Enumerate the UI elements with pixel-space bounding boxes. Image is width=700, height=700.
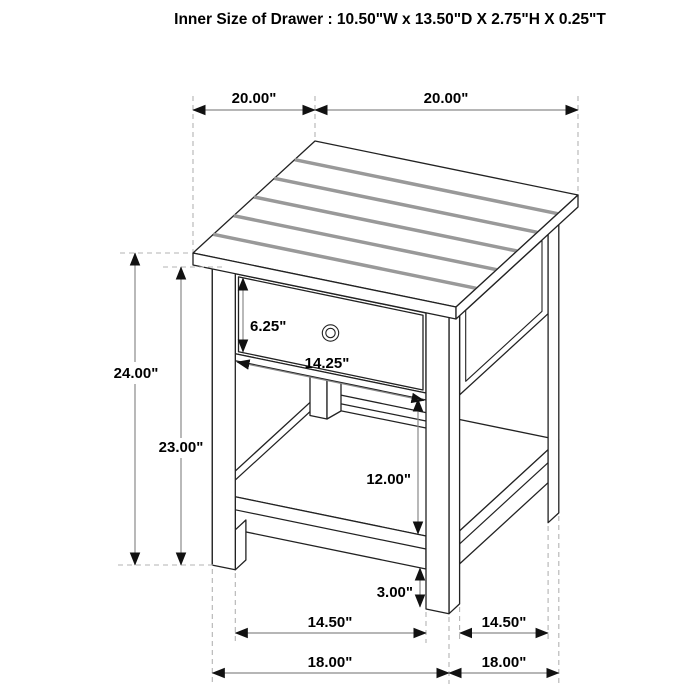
dimension-overall-height	[114, 253, 159, 565]
dim-label-front-inner-width: 14.50"	[307, 614, 353, 631]
dimension-top-width-right	[315, 90, 578, 110]
center-support	[310, 376, 327, 419]
dim-label-shelf-clearance: 12.00"	[366, 471, 411, 488]
back-right-leg	[548, 210, 559, 523]
front-left-leg-inner-face	[235, 520, 246, 570]
front-right-leg-side-face	[449, 301, 460, 614]
dim-label-overall-height: 24.00"	[113, 365, 159, 382]
dim-label-base-height: 23.00"	[158, 439, 204, 456]
dim-label-side-inner-depth: 14.50"	[481, 614, 527, 631]
dimension-leg-bottom-height	[377, 568, 420, 607]
front-right-leg	[426, 306, 449, 614]
dimension-side-outer-depth	[449, 654, 559, 673]
dim-label-side-outer-depth: 18.00"	[481, 654, 527, 671]
dim-label-drawer-height: 6.25"	[250, 318, 287, 335]
dimension-side-inner-depth	[460, 614, 548, 633]
dimension-front-outer-width	[212, 654, 449, 673]
dim-label-top-width-left: 20.00"	[231, 90, 277, 107]
dimension-base-height	[159, 267, 204, 565]
front-left-leg	[212, 262, 235, 570]
dim-label-leg-bottom-height: 3.00"	[376, 584, 413, 601]
dim-label-front-outer-width: 18.00"	[307, 654, 353, 671]
dimension-top-width-left	[193, 90, 315, 110]
dim-label-drawer-width: 14.25"	[304, 355, 350, 372]
diagram-title: Inner Size of Drawer : 10.50"W x 13.50"D X 2.75"H X 0.25"T	[174, 11, 606, 28]
dim-label-top-width-right: 20.00"	[423, 90, 469, 107]
dimension-front-inner-width	[235, 614, 426, 633]
